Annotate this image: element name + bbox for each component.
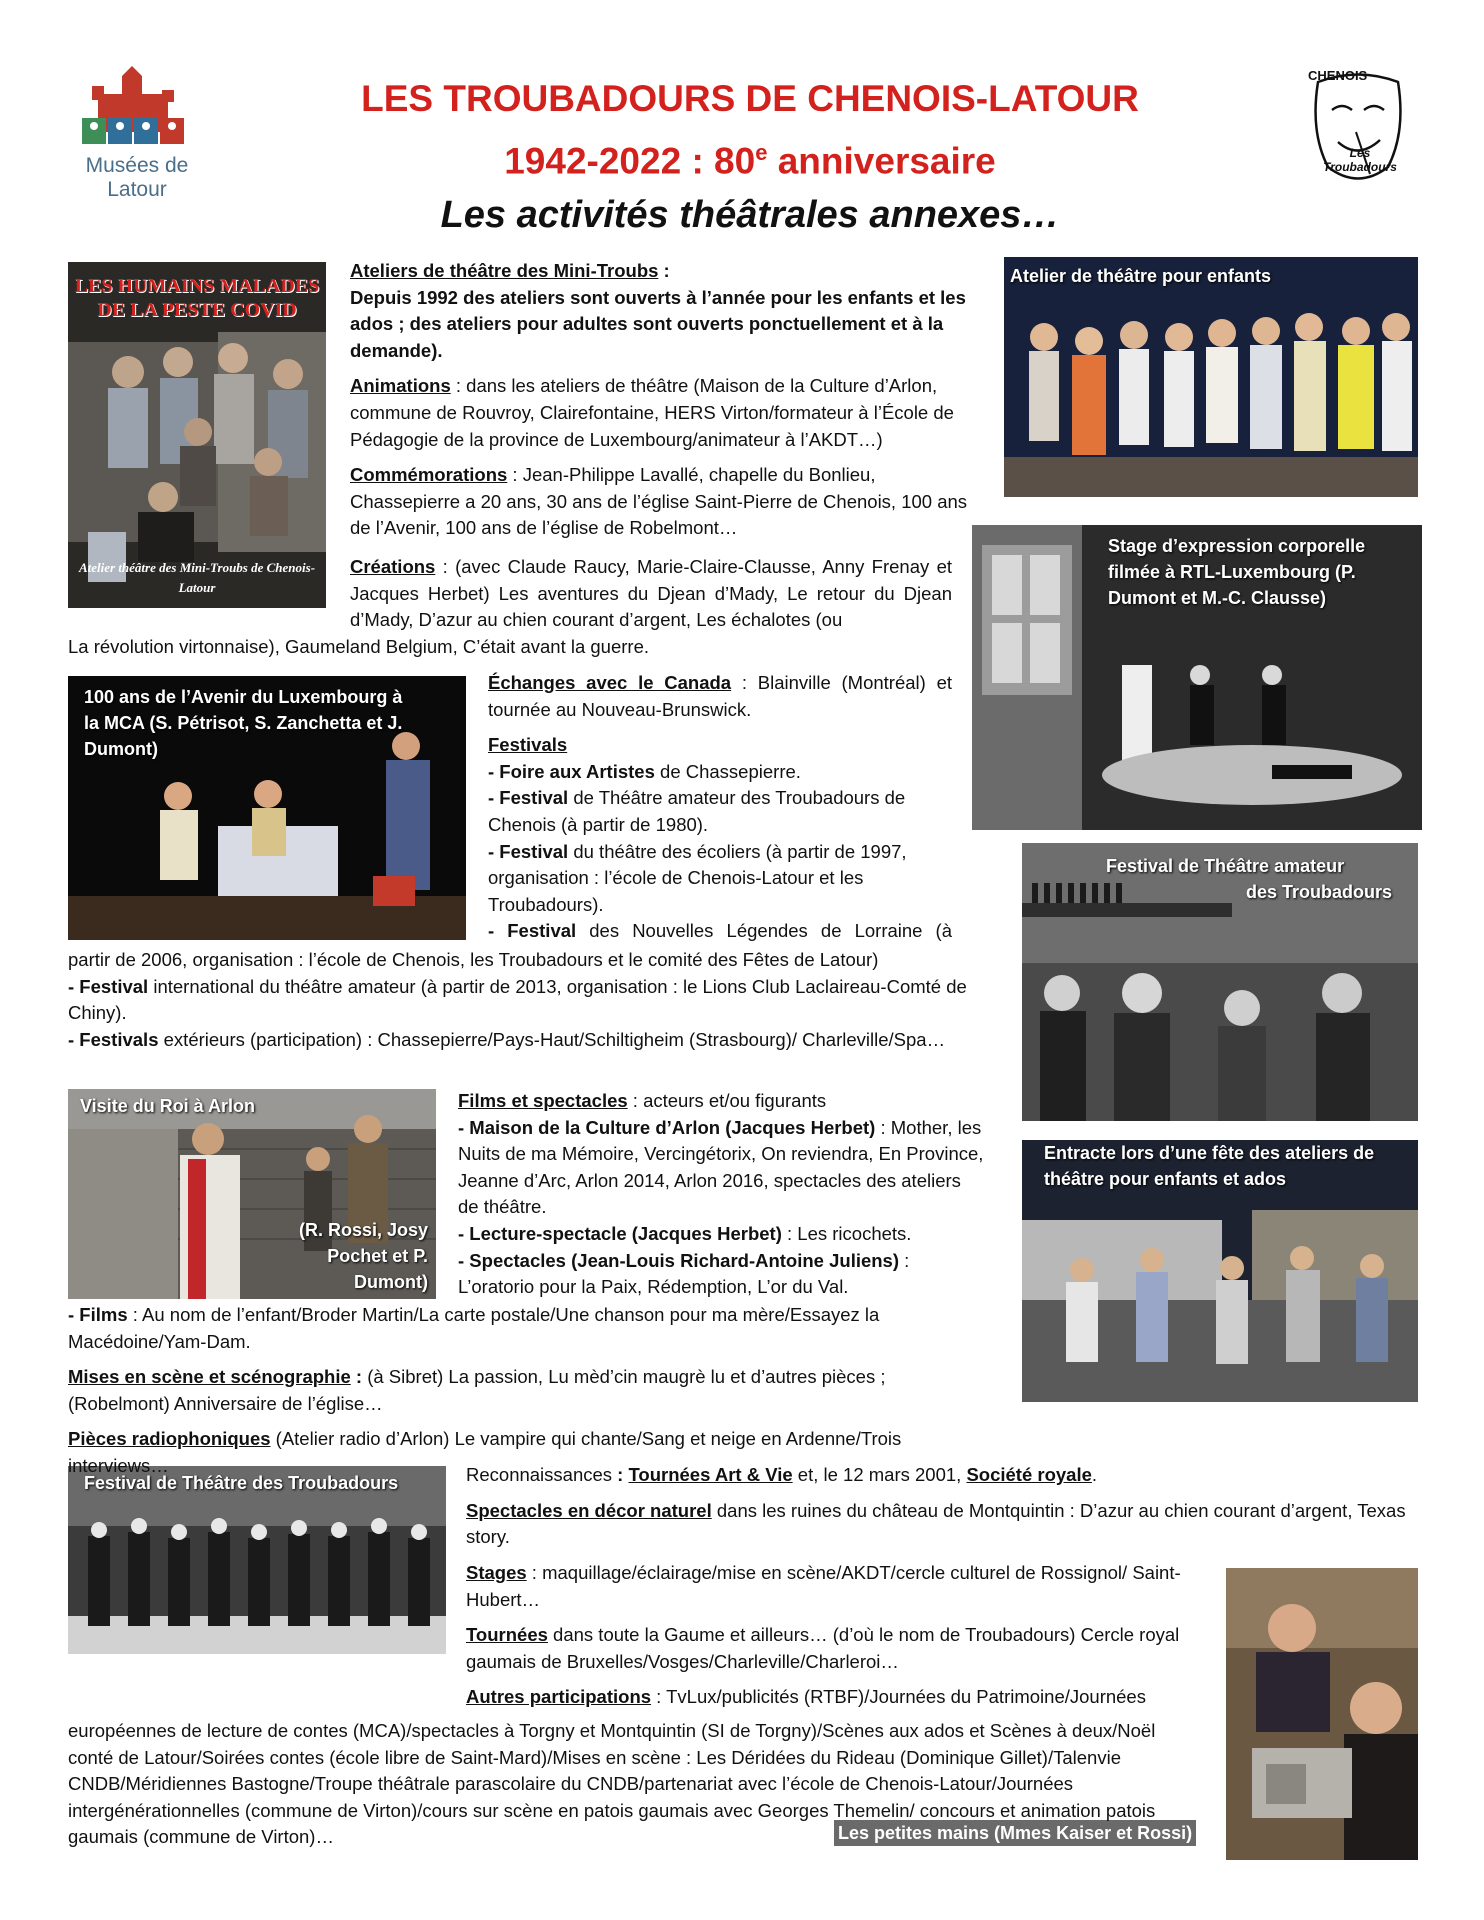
text-block-reconnaissances: Reconnaissances : Tournées Art & Vie et, le 12 mars 2001, Société royale. Spectacles en décor naturel dans les ruines du château de Montquintin : D’azur au chien courant d’argent, Texas story. xyxy=(466,1464,1406,1548)
festival-troubadours-caption: Festival de Théâtre des Troubadours xyxy=(84,1473,399,1493)
photo-visite-roi xyxy=(68,1089,436,1299)
pieces-heading: Pièces radiophoniques xyxy=(68,1428,271,1450)
animations-heading: Animations xyxy=(350,375,451,397)
text-autres-cont: européennes de lecture de contes (MCA)/spectacles à Torgny et Montquintin (SI de Torgny)/Scènes aux ados et Scènes à deux/Noël conté de Latour/Soirées contes (école libre de Saint-Mard)/Mises en scène : Les Déridées du Rideau (Dominique Gillet)/Talenvie CNDB/Méridiennes Bastogne/Troupe théâtrale parascolaire du CNDB/partenariat avec l’école de Chenois-Latour/Journées intergénérationnelles (commune de Virton)/cours sur scène en patois gaumais avec Georges Themelin/ concours et animation patois gaumais (commune de Virton)… xyxy=(68,1720,1156,1848)
roi-credit: (R. Rossi, Josy Pochet et P. Dumont) xyxy=(298,1220,428,1292)
ateliers-text: Depuis 1992 des ateliers sont ouverts à l’année pour les enfants et les ados ; des ateliers pour adultes sont ouverts ponctuellement et à la demande). xyxy=(350,286,966,361)
photo-mini-troubs xyxy=(68,262,326,608)
tournees-heading: Tournées xyxy=(466,1624,548,1646)
page-title-anniversary: 1942-2022 : 80e anniversaire xyxy=(504,140,996,182)
mises-heading: Mises en scène et scénographie xyxy=(68,1366,351,1388)
roi-caption: Visite du Roi à Arlon xyxy=(80,1096,256,1116)
photo-petites-mains xyxy=(1226,1568,1418,1860)
text-block-festivals: Échanges avec le Canada : Blainville (Montréal) et tournée au Nouveau-Brunswick. Festivals - Foire aux Artistes de Chassepierre. - Festival de Théâtre amateur des Troubadours de Chenois (à partir de 1980). - Festival du théâtre des écoliers (à partir de 1997, organisation : l’école de Chenois-Latour et les Troubadours). - Festival des Nouvelles Légendes de Lorraine (à xyxy=(488,672,953,942)
commemorations-heading: Commémorations xyxy=(350,464,508,486)
text-creations-cont: La révolution virtonnaise), Gaumeland Belgium, C’était avant la guerre. xyxy=(68,636,650,657)
spectacles-decor-heading: Spectacles en décor naturel xyxy=(466,1499,712,1521)
creations-text: : (avec Claude Raucy, Marie-Claire-Clausse, Anny Frenay et Jacques Herbet) Les aventures du Djean d’Mady, Le retour du Djean d’Mady, D’azur au chien courant d’argent, Les échalotes (ou xyxy=(350,556,952,631)
enfants-caption: Atelier de théâtre pour enfants xyxy=(1010,266,1272,286)
ateliers-heading: Ateliers de théâtre des Mini-Troubs xyxy=(350,260,659,281)
text-block-films: Films et spectacles : acteurs et/ou figurants - Maison de la Culture d’Arlon (Jacques Herbet) : Mother, les Nuits de ma Mémoire, Vercingétorix, On reviendra, En Province, Jeanne d’Arc, Arlon 2014, Arlon 2016, spectacles des ateliers de théâtre. - Lecture-spectacle (Jacques Herbet) : Les ricochets. - Spectacles (Jean-Louis Richard-Antoine Juliens) : L’oratorio pour la Paix, Rédemption, L’or du Val. xyxy=(458,1090,984,1298)
creations-heading: Créations xyxy=(350,556,436,577)
animations-text: : dans les ateliers de théâtre (Maison de la Culture d’Arlon, commune de Rouvroy, Clairefontaine, HERS Virton/formateur à l’École de Pédagogie de la province de Luxembourg/animateur à l’AKDT…) xyxy=(350,375,954,450)
photo-stage-expression xyxy=(972,525,1422,830)
text-films-list: - Films : Au nom de l’enfant/Broder Martin/La carte postale/Une chanson pour ma mère/Essayez la Macédoine/Yam-Dam. Mises en scène et scénographie : (à Sibret) La passion, Lu mèd’cin maugrè lu et d’autres pièces ; (Robelmont) Anniversaire de l’église… Pièces radiophoniques (Atelier radio d’Arlon) Le vampire qui chante/Sang et neige en Ardenne/Trois interviews… xyxy=(68,1304,902,1476)
festival-amateur-caption-1: Festival de Théâtre amateur xyxy=(1106,856,1345,876)
photo-festival-troubadours xyxy=(68,1466,446,1654)
stage-caption: Stage d’expression corporelle filmée à RTL-Luxembourg (P. Dumont et M.-C. Clausse) xyxy=(1108,536,1366,608)
right-logo-top-label: CHENOIS xyxy=(1308,68,1368,83)
avenir-caption: 100 ans de l’Avenir du Luxembourg à la MCA (S. Pétrisot, S. Zanchetta et J. Dumont) xyxy=(84,687,403,759)
left-logo-label: Musées de Latour xyxy=(85,154,189,201)
photo-avenir xyxy=(68,676,466,940)
text-block-ateliers: Ateliers de théâtre des Mini-Troubs : Depuis 1992 des ateliers sont ouverts à l’année pour les enfants et les ados ; des ateliers pour adultes sont ouverts ponctuellement et à la demande). Animations : dans les ateliers de théâtre (Maison de la Culture d’Arlon, commune de Rouvroy, Clairefontaine, HERS Virton/formateur à l’École de Pédagogie de la province de Luxembourg/animateur à l’AKDT…) Commémorations : Jean-Philippe Lavallé, chapelle du Bonlieu, Chassepierre a 20 ans, 30 ans de l’église Saint-Pierre de Chenois, 100 ans de l’Avenir, 100 ans de l’église de Robelmont… xyxy=(350,260,968,539)
festival-amateur-caption-2: des Troubadours xyxy=(1246,882,1393,902)
festival-item-4-cont: partir de 2006, organisation : l’école de Chenois, les Troubadours et le comité des Fêtes de Latour) xyxy=(68,949,879,970)
commemorations-text: : Jean-Philippe Lavallé, chapelle du Bonlieu, Chassepierre a 20 ans, 30 ans de l’église Saint-Pierre de Chenois, 100 ans de l’Avenir, 100 ans de l’église de Robelmont… xyxy=(350,464,968,539)
mini-troubs-play-title: LES HUMAINS MALADES DE LA PESTE COVID xyxy=(74,275,320,321)
entracte-caption: Entracte lors d’une fête des ateliers de théâtre pour enfants et ados xyxy=(1044,1143,1375,1189)
musees-de-latour-logo xyxy=(62,66,212,201)
societe-royale: Société royale xyxy=(966,1464,1092,1485)
tournees-art-vie: Tournées Art & Vie xyxy=(628,1464,793,1485)
text-festivals-cont: partir de 2006, organisation : l’école de Chenois, les Troubadours et le comité des Fêtes de Latour) - Festival international du théâtre amateur (à partir de 2013, organisation : le Lions Club Laclaireau-Comté de Chiny). - Festivals extérieurs (participation) : Chassepierre/Pays-Haut/Schiltigheim (Strasbourg)/ Charleville/Spa… xyxy=(68,947,988,1053)
mini-troubs-caption: Atelier théâtre des Mini-Troubs de Chenois-Latour xyxy=(78,560,316,595)
festivals-heading: Festivals xyxy=(488,734,568,756)
echanges-heading: Échanges avec le Canada xyxy=(488,672,732,693)
right-logo-bottom-label: Les Troubadours xyxy=(1323,146,1397,174)
photo-festival-amateur xyxy=(1022,843,1418,1121)
page-header xyxy=(250,72,1250,242)
echanges-text: : Blainville (Montréal) et tournée au Nouveau-Brunswick. xyxy=(488,672,952,720)
text-block-stages: Stages : maquillage/éclairage/mise en scène/AKDT/cercle culturel de Rossignol/ Saint-Hubert… Tournées dans toute la Gaume et ailleurs… (d’où le nom de Troubadours) Cercle royal gaumais de Bruxelles/Vosges/Charleville/Charleroi… Autres participations : TvLux/publicités (RTBF)/Journées du Patrimoine/Journées xyxy=(466,1562,1181,1708)
films-heading: Films et spectacles xyxy=(458,1090,628,1111)
autres-heading: Autres participations xyxy=(466,1686,652,1708)
stages-heading: Stages xyxy=(466,1562,527,1583)
page-title: LES TROUBADOURS DE CHENOIS-LATOUR xyxy=(361,78,1139,119)
text-block-creations xyxy=(350,554,952,634)
petites-mains-caption: Les petites mains (Mmes Kaiser et Rossi) xyxy=(834,1820,1196,1846)
photo-entracte xyxy=(1022,1140,1418,1402)
page-subtitle: Les activités théâtrales annexes… xyxy=(440,194,1060,237)
troubadours-mask-logo xyxy=(1298,62,1418,192)
photo-atelier-enfants xyxy=(1004,257,1418,497)
